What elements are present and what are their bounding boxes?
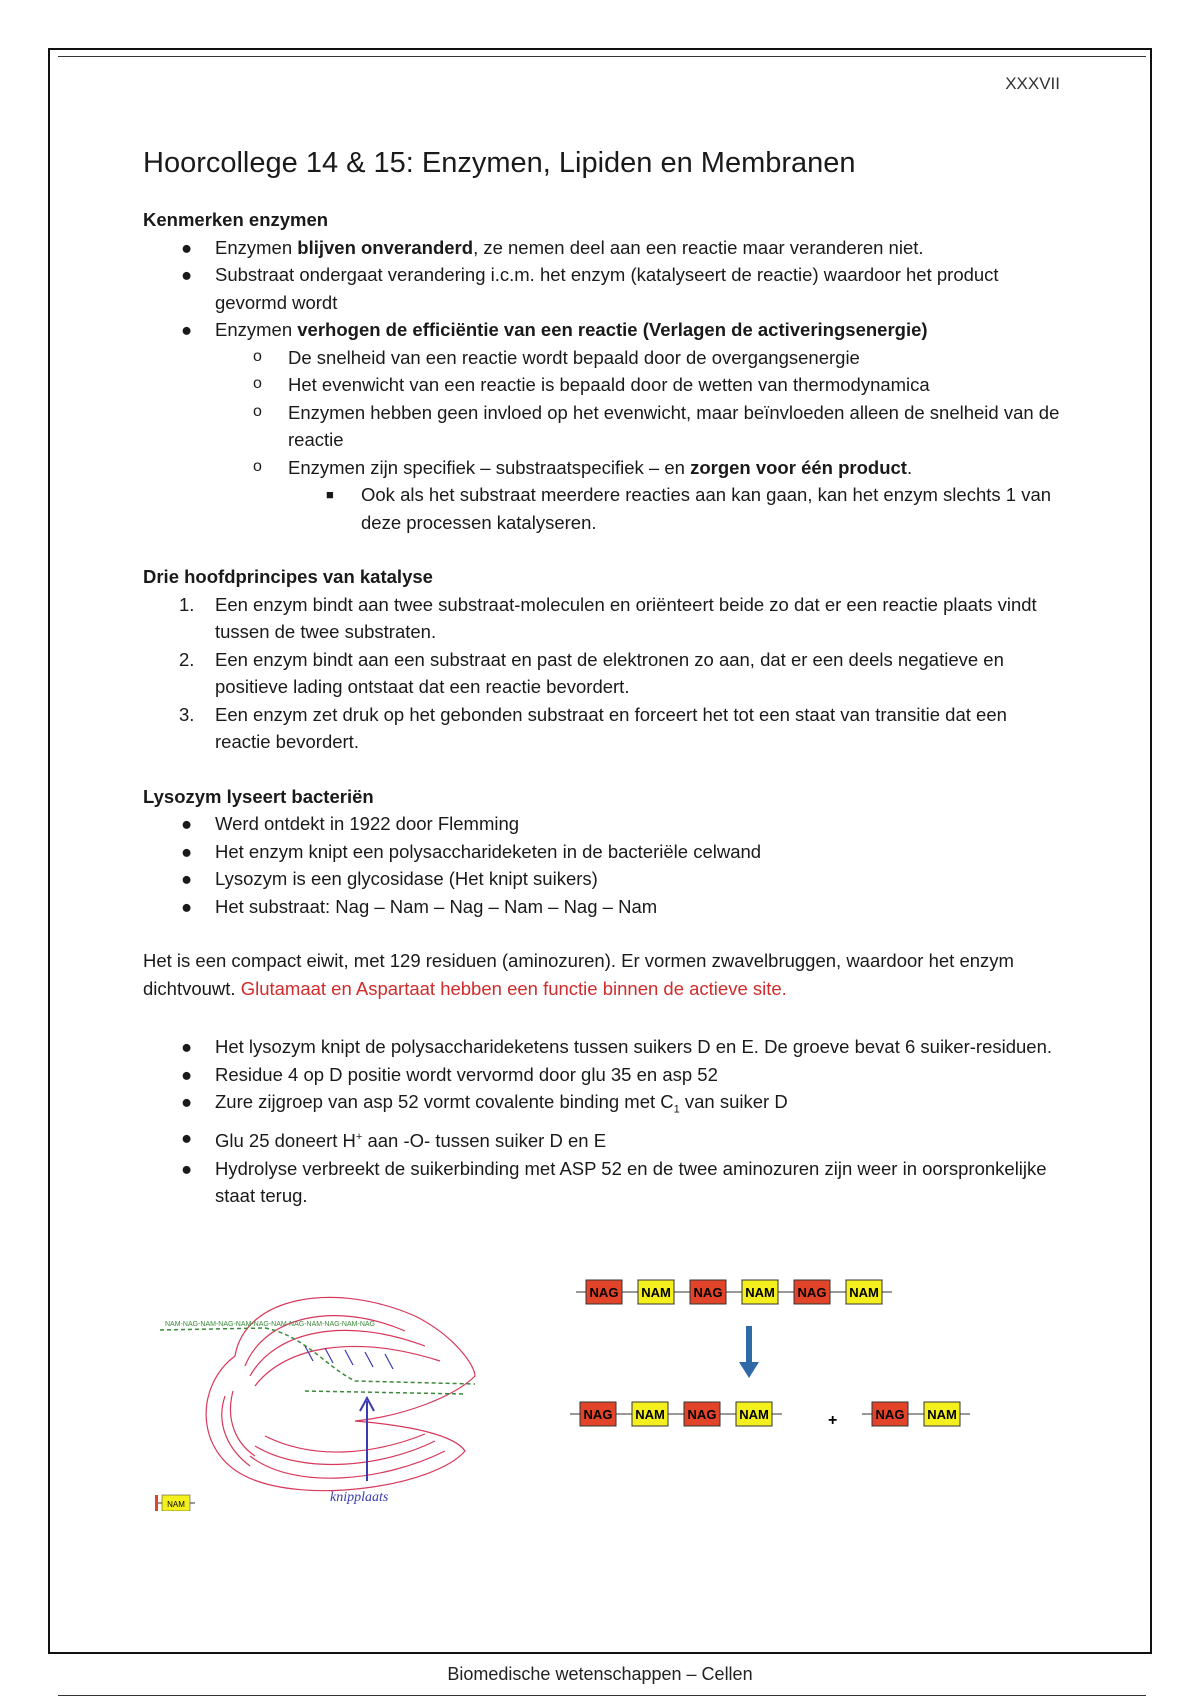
paragraph-lysozym: Het is een compact eiwit, met 129 residuen (aminozuren). Er vormen zwavelbruggen, waardoor het enzym dichtvouwt. Glutamaat en Aspartaat hebben een functie binnen de actieve site. (143, 950, 1014, 999)
knipplaats-label: knipplaats (330, 1490, 389, 1505)
chain-top-label-1: NAM (641, 1285, 671, 1300)
list-subitem: o Enzymen hebben geen invloed op het evenwicht, maar beïnvloeden alleen de snelheid van de reactie (253, 401, 1060, 450)
page-footer: Biomedische wetenschappen – Cellen (447, 1664, 753, 1684)
plus-sign: + (828, 1412, 838, 1429)
frame-top-rule (58, 56, 1146, 57)
bullet-list-lysozym (143, 810, 1063, 920)
footer-rule (58, 1695, 1146, 1696)
bullet-list-mechanism (143, 1033, 1063, 1210)
list-item: 1. Een enzym bindt aan twee substraat-moleculen en oriënteert beide zo dat er een reactie plaats vindt tussen de twee substraten. (179, 593, 1037, 642)
list-subitem: o De snelheid van een reactie wordt bepaald door de overgangsenergie (253, 346, 860, 368)
page-content (143, 146, 1063, 1210)
chain-top-label-4: NAG (797, 1285, 827, 1300)
list-item: ● Residue 4 op D positie wordt vervormd door glu 35 en asp 52 (181, 1063, 718, 1085)
chain-bl-label-1: NAM (635, 1407, 665, 1422)
bullet-list-kenmerken (143, 234, 1063, 537)
list-item: ● Glu 25 doneert H+ aan -O- tussen suiker D en E (181, 1127, 607, 1152)
chain-bottom-left (570, 1402, 782, 1426)
cut-site-arrow (360, 1398, 374, 1481)
highlight-text: Glutamaat en Aspartaat hebben een functie binnen de actieve site. (240, 977, 787, 999)
section-heading-kenmerken: Kenmerken enzymen (143, 209, 329, 230)
chain-bl-label-3: NAM (739, 1407, 769, 1422)
chain-br-label-1: NAM (927, 1407, 957, 1422)
list-item: ● Enzymen verhogen de efficiëntie van een reactie (Verlagen de activeringsenergie) (181, 319, 928, 340)
list-item: ● Enzymen blijven onveranderd, ze nemen deel aan een reactie maar veranderen niet. (181, 236, 924, 258)
chain-bl-label-0: NAG (583, 1407, 613, 1422)
chain-top-label-3: NAM (745, 1285, 775, 1300)
chain-bottom-right (862, 1402, 970, 1426)
list-item: ● Substraat ondergaat verandering i.c.m. het enzym (katalyseert de reactie) waardoor het product gevormd wordt (181, 264, 999, 313)
substrate-chain (160, 1328, 475, 1394)
list-item: 3. Een enzym zet druk op het gebonden substraat en forceert het tot een staat van transitie dat een reactie bevordert. (179, 703, 1007, 752)
nag-nam-diagram (570, 1276, 990, 1466)
list-subitem: o Het evenwicht van een reactie is bepaald door de wetten van thermodynamica (253, 374, 930, 395)
list-item: 2. Een enzym bindt aan een substraat en past de elektronen zo aan, dat er een deels negatieve en positieve lading ontstaat dat een reactie bevordert. (179, 648, 1004, 697)
section-heading-katalyse: Drie hoofdprincipes van katalyse (143, 566, 433, 587)
numbered-list-katalyse (143, 591, 1063, 756)
lysozyme-sketch-figure (155, 1276, 505, 1511)
chain-br-label-0: NAG (875, 1407, 905, 1422)
section-heading-lysozym: Lysozym lyseert bacteriën (143, 785, 374, 807)
list-subsubitem: ■ Ook als het substraat meerdere reacties aan kan gaan, kan het enzym slechts 1 van deze processen katalyseren. (326, 484, 1052, 533)
chain-top-label-2: NAG (693, 1285, 723, 1300)
list-subitem: o Enzymen zijn specifiek – substraatspecifiek – en zorgen voor één product. (253, 456, 913, 478)
chain-top-label-0: NAG (589, 1285, 619, 1300)
down-arrow (739, 1326, 759, 1378)
page-title: Hoorcollege 14 & 15: Enzymen, Lipiden en Membranen (143, 147, 856, 179)
legend-label: NAM (167, 1500, 185, 1509)
list-item: ● Zure zijgroep van asp 52 vormt covalente binding met $C_1$ van suiker D (181, 1091, 788, 1116)
list-item: ● Het enzym knipt een polysaccharideketen in de bacteriële celwand (181, 840, 762, 862)
chain-top-label-5: NAM (849, 1285, 879, 1300)
list-item: ● Werd ontdekt in 1922 door Flemming (181, 813, 520, 834)
chain-top (576, 1280, 892, 1304)
chain-label: NAM-NAG-NAM-NAG-NAM-NAG-NAM-NAG-NAM-NAG-NAM-NAG (165, 1321, 375, 1328)
page-number: XXXVII (1005, 74, 1060, 93)
list-item: ● Het lysozym knipt de polysaccharideketens tussen suikers D en E. De groeve bevat 6 suiker-residuen. (181, 1036, 1053, 1057)
chain-bl-label-2: NAG (687, 1407, 717, 1422)
list-item: ● Lysozym is een glycosidase (Het knipt suikers) (181, 868, 598, 889)
list-item: ● Het substraat: Nag – Nam – Nag – Nam – Nag – Nam (181, 895, 658, 917)
legend-nam (155, 1495, 195, 1511)
list-item: ● Hydrolyse verbreekt de suikerbinding met ASP 52 en de twee aminozuren zijn weer in oorspronkelijke staat terug. (181, 1157, 1047, 1207)
